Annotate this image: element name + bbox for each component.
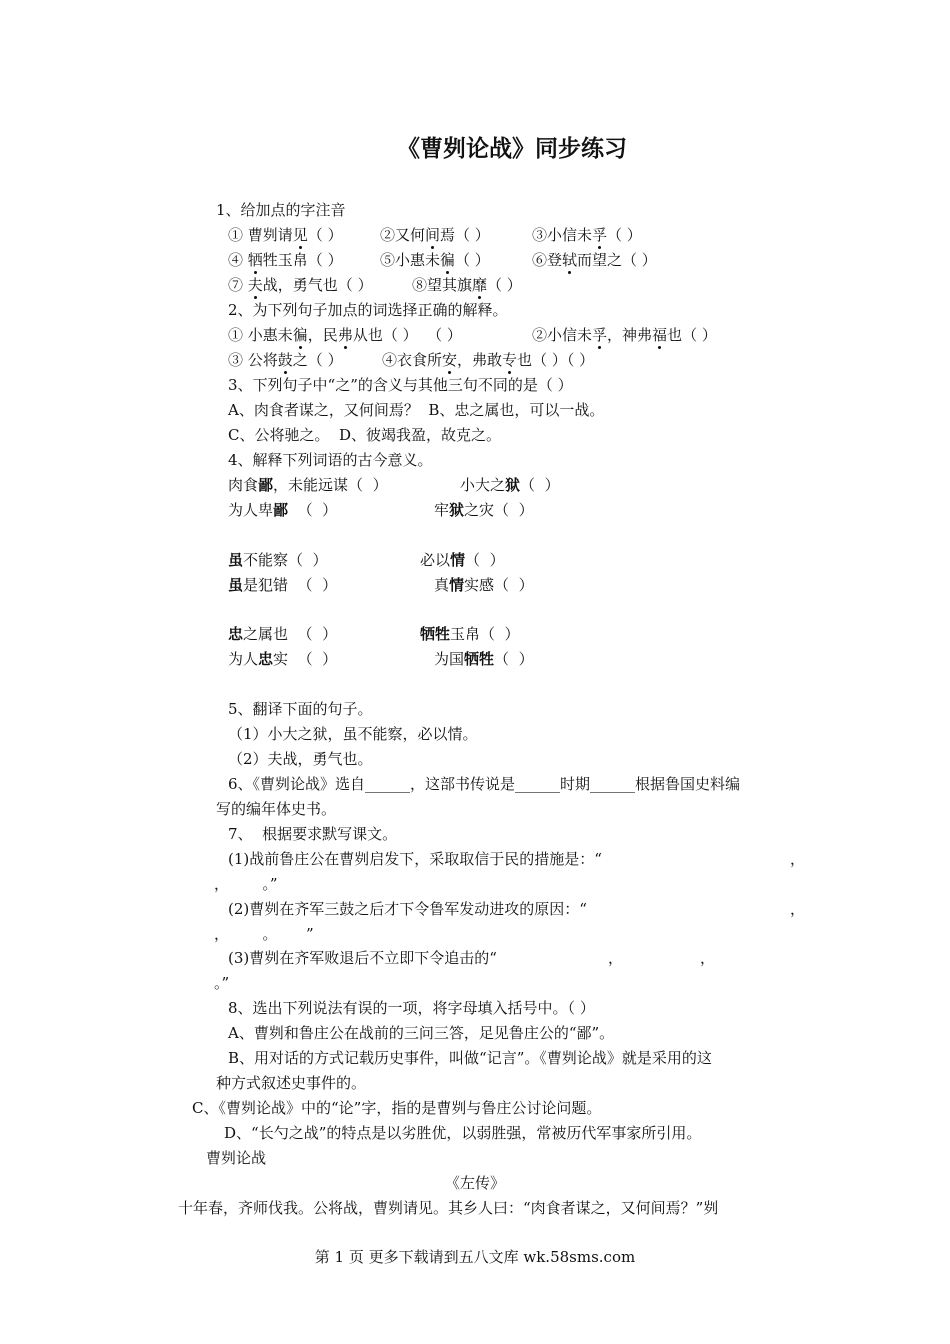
q3-heading: 3、下列句子中“之”的含义与其他三句不同的是（ ）	[228, 376, 573, 394]
q7-part-3-cont: 。”	[214, 974, 230, 992]
q1-row2-c: ⑥登轼而望之（ ）	[532, 251, 657, 269]
q7-part-2: (2)曹刿在齐军三鼓之后才下令鲁军发动进攻的原因：“	[228, 900, 587, 918]
text-source: 《左传》	[444, 1174, 505, 1192]
text-line-1: 十年春，齐师伐我。公将战，曹刿请见。其乡人曰：“肉食者谋之，又何间焉？”刿	[178, 1199, 719, 1217]
q4-pair-right: 真情实感（ ）	[434, 576, 534, 594]
q7-part-2-cont: ， 。 ”	[214, 925, 314, 943]
q4-pair-right: 牺牲玉帛（ ）	[420, 625, 520, 643]
q8-option-d: D、“长勺之战”的特点是以劣胜优，以弱胜强，常被历代军事家所引用。	[224, 1124, 702, 1142]
q3-options-ab: A、肉食者谋之，又何间焉？ B、忠之属也，可以一战。	[228, 401, 605, 419]
q8-option-c: C、《曹刿论战》中的“论”字，指的是曹刿与鲁庄公讨论问题。	[192, 1099, 602, 1117]
q8-option-b-cont: 种方式叙述史事件的。	[216, 1074, 367, 1092]
q1-row3-a: ⑦ 夫战，勇气也（ ）	[228, 276, 373, 294]
q6-line-1: 6、《曹刿论战》选自______，这部书传说是______时期______根据鲁国史料编	[228, 775, 741, 793]
q4-pair-left: 虽不能察（ ）	[228, 551, 328, 569]
q4-pair-left: 肉食鄙，未能远谋（ ）	[228, 476, 388, 494]
q3-options-cd: C、公将驰之。 D、彼竭我盈，故克之。	[228, 426, 502, 444]
q4-pair-right: 必以情（ ）	[420, 551, 505, 569]
q5-sentence-1: （1）小大之狱，虽不能察，必以情。	[228, 725, 478, 743]
q4-pair-left: 为人忠实 （ ）	[228, 650, 338, 668]
q2-row1-a: ① 小惠未徧，民弗从也（ ） （ ）	[228, 326, 462, 344]
q1-row3-b: ⑧望其旗靡（ ）	[412, 276, 522, 294]
q8-option-b: B、用对话的方式记载历史事件，叫做“记言”。《曹刿论战》就是采用的这	[228, 1049, 712, 1067]
q7-part-3-comma-2: ，	[700, 949, 716, 967]
page-footer: 第 1 页 更多下载请到五八文库 wk.58sms.com	[314, 1248, 636, 1266]
q7-part-3-comma-1: ，	[608, 949, 624, 967]
q7-part-3: (3)曹刿在齐军败退后不立即下令追击的“	[228, 949, 497, 967]
q5-sentence-2: （2）夫战，勇气也。	[228, 750, 373, 768]
q7-part-1-end: ，	[790, 850, 806, 868]
q2-row2-b: ④衣食所安，弗敢专也（ ）（ ）	[382, 351, 595, 369]
q4-pair-right: 牢狱之灾（ ）	[434, 501, 534, 519]
q2-row2-a: ③ 公将鼓之（ ）	[228, 351, 343, 369]
q8-option-a: A、曹刿和鲁庄公在战前的三问三答，足见鲁庄公的“鄙”。	[228, 1024, 615, 1042]
q1-heading: 1、给加点的字注音	[216, 201, 346, 219]
q2-row1-b: ②小信未孚，神弗福也（ ）	[532, 326, 717, 344]
q1-row1-b: ②又何间焉（ ）	[380, 226, 490, 244]
q7-part-1: (1)战前鲁庄公在曹刿启发下，采取取信于民的措施是：“	[228, 850, 602, 868]
q7-part-1-cont: ， 。”	[214, 875, 278, 893]
q1-row1-c: ③小信未孚（ ）	[532, 226, 642, 244]
q1-row2-a: ④ 牺牲玉帛（ ）	[228, 251, 343, 269]
q4-pair-left: 虽是犯错 （ ）	[228, 576, 338, 594]
q2-heading: 2、为下列句子加点的词选择正确的解释。	[228, 301, 508, 319]
q5-heading: 5、翻译下面的句子。	[228, 700, 373, 718]
q8-heading: 8、选出下列说法有误的一项，将字母填入括号中。（ ）	[228, 999, 595, 1017]
q1-row1: ① 曹刿请见（ ）	[228, 226, 343, 244]
q4-pair-left: 忠之属也 （ ）	[228, 625, 338, 643]
q4-pair-right: 小大之狱（ ）	[460, 476, 560, 494]
q4-heading: 4、解释下列词语的古今意义。	[228, 451, 433, 469]
q4-pair-right: 为国牺牲（ ）	[434, 650, 534, 668]
q7-part-2-end: ，	[790, 900, 806, 918]
q4-pair-left: 为人卑鄙 （ ）	[228, 501, 338, 519]
page-title: 《曹刿论战》同步练习	[397, 135, 627, 162]
q7-heading: 7、 根据要求默写课文。	[228, 825, 398, 843]
text-title: 曹刿论战	[206, 1149, 267, 1167]
q6-line-2: 写的编年体史书。	[216, 800, 337, 818]
q1-row2-b: ⑤小惠未徧（ ）	[380, 251, 490, 269]
